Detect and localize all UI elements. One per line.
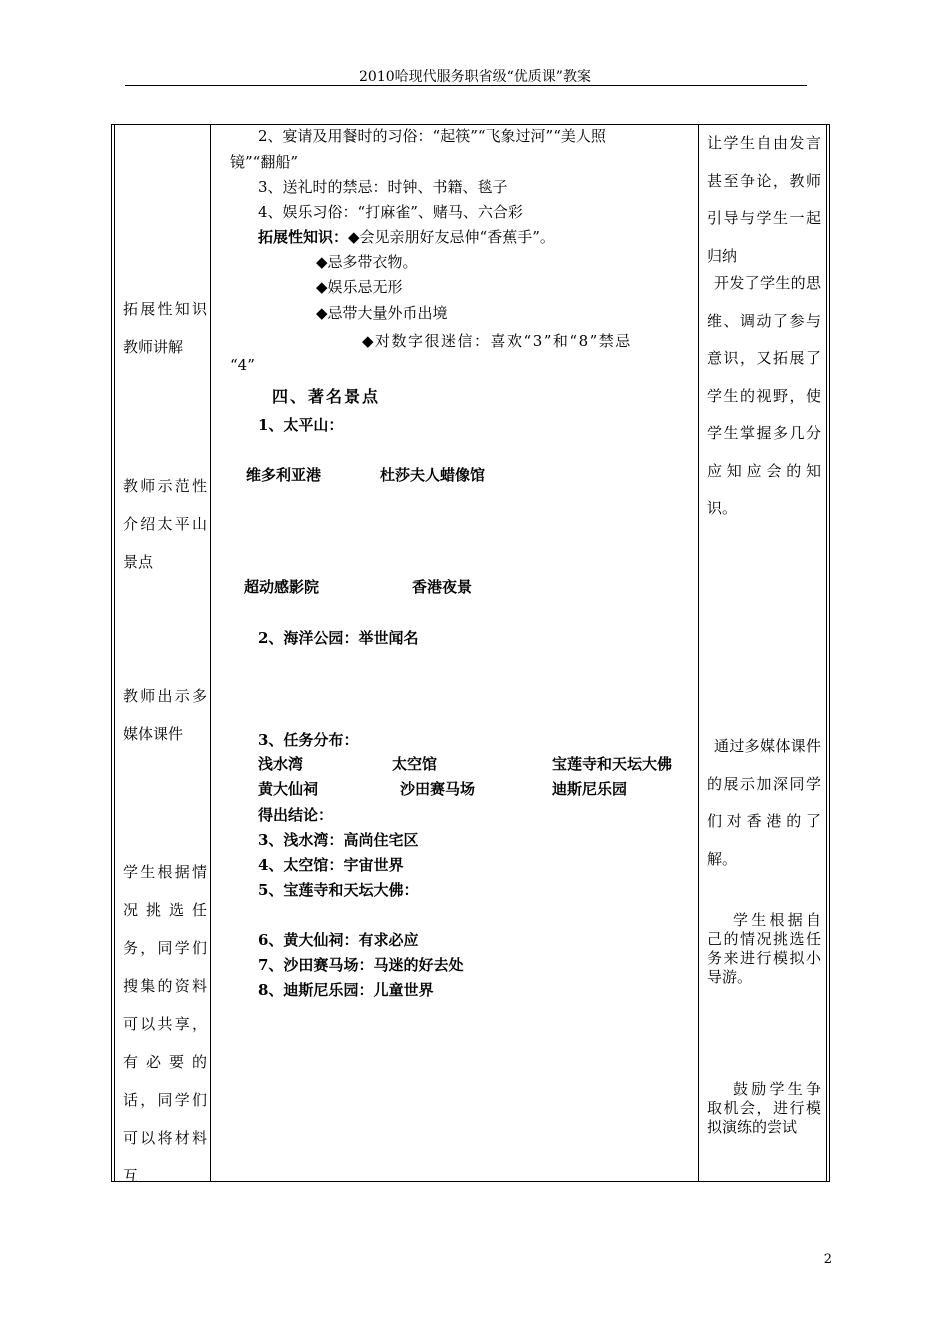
right-note-5: 鼓励学生争取机会，进行模拟演练的尝试 <box>707 1080 821 1136</box>
taboo-numbers-cont: “4” <box>230 356 255 374</box>
table-border-left-inner <box>114 125 115 1181</box>
custom-dining-cont: 镜”“翻船” <box>230 153 299 171</box>
right-note-3: 通过多媒体课件的展示加深同学们对香港的了解。 <box>707 737 821 868</box>
conclusion-5: 7、沙田赛马场：马迷的好去处 <box>258 956 464 974</box>
table-border-left-outer <box>111 125 112 1181</box>
left-note-4: 学生根据情况挑选任务，同学们搜集的资料可以共享，有必要的话，同学们可以将材料互 <box>123 863 207 1185</box>
taboo-entertainment: ◆娱乐忌无形 <box>316 278 403 296</box>
spot-motion-theater: 超动感影院 <box>244 578 320 596</box>
conclusion-2: 4、太空馆：宇宙世界 <box>258 856 404 874</box>
spot-ocean-park: 2、海洋公园：举世闻名 <box>258 629 419 647</box>
spot-taiping-mountain: 1、太平山： <box>258 416 344 434</box>
table-divider-1 <box>210 125 211 1181</box>
page-number: 2 <box>823 1252 832 1267</box>
conclusion-6: 8、迪斯尼乐园：儿童世界 <box>258 981 434 999</box>
custom-dining: 2、宴请及用餐时的习俗：“起筷”“飞象过河”“美人照 <box>258 127 606 145</box>
custom-gift-taboo: 3、送礼时的禁忌：时钟、书籍、毯子 <box>258 178 508 196</box>
conclusion-label: 得出结论： <box>258 806 334 824</box>
task-shatin-racecourse: 沙田赛马场 <box>400 780 476 798</box>
spot-madame-tussauds: 杜莎夫人蜡像馆 <box>380 466 486 484</box>
taboo-clothes: ◆忌多带衣物。 <box>316 253 418 271</box>
extended-knowledge <box>258 226 555 247</box>
task-wong-tai-sin: 黄大仙祠 <box>258 780 319 798</box>
table-border-right-outer <box>829 125 830 1181</box>
extended-knowledge-label: 拓展性知识： <box>258 228 349 246</box>
task-repulse-bay: 浅水湾 <box>258 755 304 773</box>
extended-knowledge-text: ◆会见亲朋好友忌伸“香蕉手”。 <box>348 228 555 246</box>
task-distribution-title: 3、任务分布： <box>258 731 359 749</box>
lesson-table <box>111 124 830 1185</box>
custom-entertainment: 4、娱乐习俗：“打麻雀”、赌马、六合彩 <box>258 203 523 221</box>
table-border-right-inner <box>826 125 827 1181</box>
left-note-3: 教师出示多媒体课件 <box>123 687 207 743</box>
left-note-1: 拓展性知识教师讲解 <box>123 300 207 356</box>
taboo-numbers: ◆对数字很迷信：喜欢“3”和“8”禁忌 <box>362 332 632 350</box>
task-disneyland: 迪斯尼乐园 <box>552 780 628 798</box>
header-rule <box>125 85 807 86</box>
task-space-museum: 太空馆 <box>392 755 438 773</box>
task-po-lin-monastery: 宝莲寺和天坛大佛 <box>552 755 673 773</box>
conclusion-3: 5、宝莲寺和天坛大佛： <box>258 881 419 899</box>
page-header: 2010哈现代服务职省级“优质课”教案 <box>359 69 591 85</box>
right-note-2: 开发了学生的思维、调动了参与意识，又拓展了学生的视野，使学生掌握多几分应知应会的知识。 <box>707 274 821 517</box>
conclusion-4: 6、黄大仙祠：有求必应 <box>258 931 419 949</box>
table-divider-2 <box>698 125 699 1181</box>
conclusion-1: 3、浅水湾：高尚住宅区 <box>258 831 419 849</box>
right-note-1: 让学生自由发言甚至争论，教师引导与学生一起归纳 <box>707 134 821 265</box>
spot-victoria-harbour: 维多利亚港 <box>246 466 322 484</box>
right-note-4: 学生根据自己的情况挑选任务来进行模拟小导游。 <box>707 911 821 986</box>
spot-night-view: 香港夜景 <box>412 578 473 596</box>
left-note-2: 教师示范性介绍太平山景点 <box>123 477 207 571</box>
section-title-attractions: 四、著名景点 <box>272 387 381 406</box>
taboo-currency: ◆忌带大量外币出境 <box>316 304 448 322</box>
